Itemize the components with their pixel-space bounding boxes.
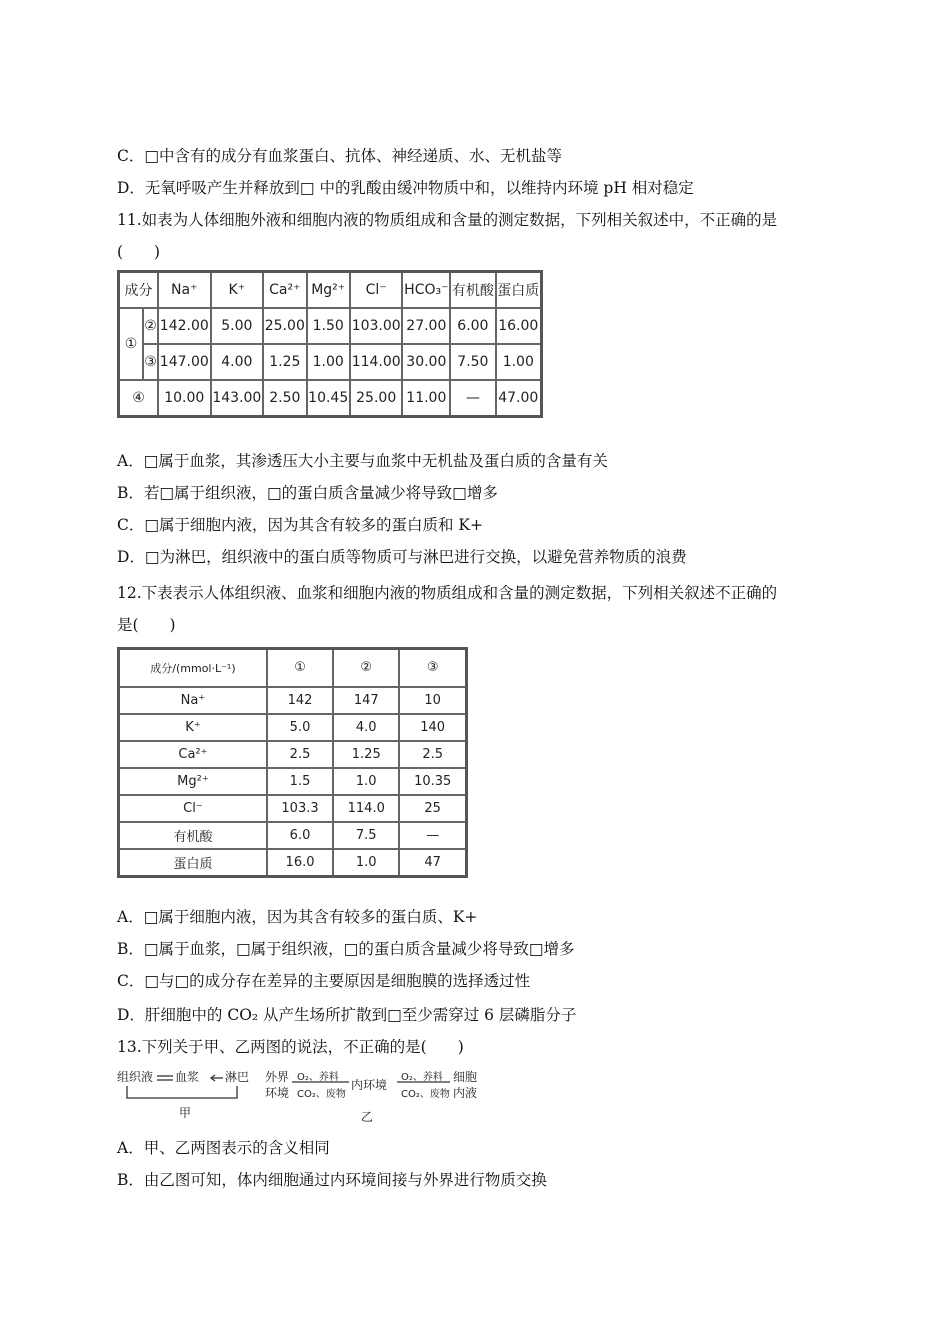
table-cell: 7.50 <box>450 344 495 380</box>
table-cell: 1.50 <box>307 308 350 344</box>
table-row <box>119 741 467 768</box>
question-12-paren: 是( ) <box>117 616 176 634</box>
table-row <box>119 714 467 741</box>
table-cell: 47.00 <box>496 380 542 417</box>
table-cell: — <box>450 380 495 417</box>
table-header-cell: 成分/(mmol·L⁻¹) <box>119 649 267 687</box>
table-cell: 142 <box>267 687 333 714</box>
label-o2-1: O₂、养料 <box>297 1072 339 1083</box>
table-cell: 1.0 <box>333 768 399 795</box>
option-11b: B．若□属于组织液，□的蛋白质含量减少将导致□增多 <box>117 484 498 502</box>
table-cell: 1.0 <box>333 849 399 877</box>
label-tissue-fluid: 组织液 <box>117 1070 154 1084</box>
label-o2-2: O₂、养料 <box>401 1072 443 1083</box>
table-cell: 10.00 <box>158 380 211 417</box>
table-cell: 30.00 <box>402 344 450 380</box>
table-cell: 103.3 <box>267 795 333 822</box>
table-cell: 11.00 <box>402 380 450 417</box>
table-row <box>119 822 467 849</box>
table-cell: 1.25 <box>333 741 399 768</box>
table-cell: Na⁺ <box>119 687 267 714</box>
table-row <box>119 768 467 795</box>
table-cell: 114.0 <box>333 795 399 822</box>
table-row <box>119 380 542 417</box>
table-cell: 47 <box>399 849 466 877</box>
question-12: 12.下表表示人体组织液、血浆和细胞内液的物质组成和含量的测定数据，下列相关叙述不正确的 <box>117 584 778 602</box>
table-header-cell: 成分 <box>119 272 159 309</box>
label-outer-top: 外界 <box>265 1070 290 1084</box>
table-cell: Mg²⁺ <box>119 768 267 795</box>
label-co2-1: CO₂、废物 <box>297 1089 346 1100</box>
table-header-cell: Na⁺ <box>158 272 211 309</box>
table-cell: Cl⁻ <box>119 795 267 822</box>
table-12 <box>117 647 468 878</box>
table-cell: 142.00 <box>158 308 211 344</box>
table-header-cell: ③ <box>399 649 466 687</box>
question-13: 13.下列关于甲、乙两图的说法，不正确的是( ) <box>117 1038 464 1056</box>
table-cell: 16.00 <box>496 308 542 344</box>
table-cell: 147 <box>333 687 399 714</box>
table-header-cell: ① <box>267 649 333 687</box>
table-cell: 1.5 <box>267 768 333 795</box>
table-cell: 143.00 <box>211 380 264 417</box>
table-cell: 114.00 <box>350 344 403 380</box>
table-cell: 7.5 <box>333 822 399 849</box>
option-12a: A．□属于细胞内液，因为其含有较多的蛋白质、K+ <box>117 908 478 926</box>
table-cell: 5.0 <box>267 714 333 741</box>
table-row <box>119 849 467 877</box>
table-cell: 25 <box>399 795 466 822</box>
table-header-cell: Mg²⁺ <box>307 272 350 309</box>
option-11c: C．□属于细胞内液，因为其含有较多的蛋白质和 K+ <box>117 516 483 534</box>
label-inner-environment: 内环境 <box>351 1078 388 1092</box>
option-12b: B．□属于血浆，□属于组织液，□的蛋白质含量减少将导致□增多 <box>117 940 575 958</box>
table-cell: 1.00 <box>307 344 350 380</box>
table-cell: 2.5 <box>267 741 333 768</box>
table-row <box>119 272 542 309</box>
table-cell: 有机酸 <box>119 822 267 849</box>
table-cell: 27.00 <box>402 308 450 344</box>
label-jia: 甲 <box>179 1106 192 1120</box>
table-cell: 140 <box>399 714 466 741</box>
table-header-cell: Cl⁻ <box>350 272 403 309</box>
table-cell: 147.00 <box>158 344 211 380</box>
table-cell: 25.00 <box>263 308 306 344</box>
table-header-cell: Ca²⁺ <box>263 272 306 309</box>
table-cell: ② <box>143 308 158 344</box>
label-co2-2: CO₂、废物 <box>401 1089 450 1100</box>
table-cell: 6.0 <box>267 822 333 849</box>
table-cell: 4.00 <box>211 344 264 380</box>
table-cell: 103.00 <box>350 308 403 344</box>
table-row <box>119 687 467 714</box>
table-group-cell: ① <box>119 308 144 380</box>
table-cell: 4.0 <box>333 714 399 741</box>
table-cell: 10.45 <box>307 380 350 417</box>
table-11 <box>117 270 543 418</box>
label-outer-bottom: 环境 <box>265 1086 290 1100</box>
table-cell: ③ <box>143 344 158 380</box>
table-header-cell: 有机酸 <box>450 272 495 309</box>
question-11: 11.如表为人体细胞外液和细胞内液的物质组成和含量的测定数据，下列相关叙述中，不正确的是 <box>117 211 778 229</box>
option-d-prev: D．无氧呼吸产生并释放到□ 中的乳酸由缓冲物质中和，以维持内环境 pH 相对稳定 <box>117 179 694 197</box>
label-yi: 乙 <box>361 1110 374 1124</box>
option-11a: A．□属于血浆，其渗透压大小主要与血浆中无机盐及蛋白质的含量有关 <box>117 452 608 470</box>
option-13a: A．甲、乙两图表示的含义相同 <box>117 1139 330 1157</box>
table-cell: 10.35 <box>399 768 466 795</box>
label-cell-bottom: 内液 <box>453 1086 478 1100</box>
option-13b: B．由乙图可知，体内细胞通过内环境间接与外界进行物质交换 <box>117 1171 547 1189</box>
option-c-prev: C．□中含有的成分有血浆蛋白、抗体、神经递质、水、无机盐等 <box>117 147 563 165</box>
table-cell: 10 <box>399 687 466 714</box>
table-cell: 2.50 <box>263 380 306 417</box>
table-cell: 25.00 <box>350 380 403 417</box>
table-cell: Ca²⁺ <box>119 741 267 768</box>
table-row <box>119 308 542 344</box>
label-lymph: 淋巴 <box>225 1070 250 1084</box>
table-cell: 2.5 <box>399 741 466 768</box>
diagram-jia-yi <box>117 1068 482 1130</box>
label-plasma: 血浆 <box>175 1070 200 1084</box>
table-row <box>119 649 467 687</box>
table-cell: 1.00 <box>496 344 542 380</box>
table-cell: 16.0 <box>267 849 333 877</box>
table-header-cell: ② <box>333 649 399 687</box>
table-header-cell: K⁺ <box>211 272 264 309</box>
option-12d: D．肝细胞中的 CO₂ 从产生场所扩散到□至少需穿过 6 层磷脂分子 <box>117 1006 577 1024</box>
option-11d: D．□为淋巴，组织液中的蛋白质等物质可与淋巴进行交换，以避免营养物质的浪费 <box>117 548 687 566</box>
table-header-cell: 蛋白质 <box>496 272 542 309</box>
option-12c: C．□与□的成分存在差异的主要原因是细胞膜的选择透过性 <box>117 972 531 990</box>
table-cell: 5.00 <box>211 308 264 344</box>
table-row <box>119 344 542 380</box>
table-cell: 6.00 <box>450 308 495 344</box>
question-11-paren: ( ) <box>117 243 161 261</box>
table-cell: K⁺ <box>119 714 267 741</box>
table-cell: 蛋白质 <box>119 849 267 877</box>
label-cell-top: 细胞 <box>453 1070 478 1084</box>
table-cell: 1.25 <box>263 344 306 380</box>
table-cell: ④ <box>119 380 159 417</box>
table-cell: — <box>399 822 466 849</box>
table-row <box>119 795 467 822</box>
table-header-cell: HCO₃⁻ <box>402 272 450 309</box>
